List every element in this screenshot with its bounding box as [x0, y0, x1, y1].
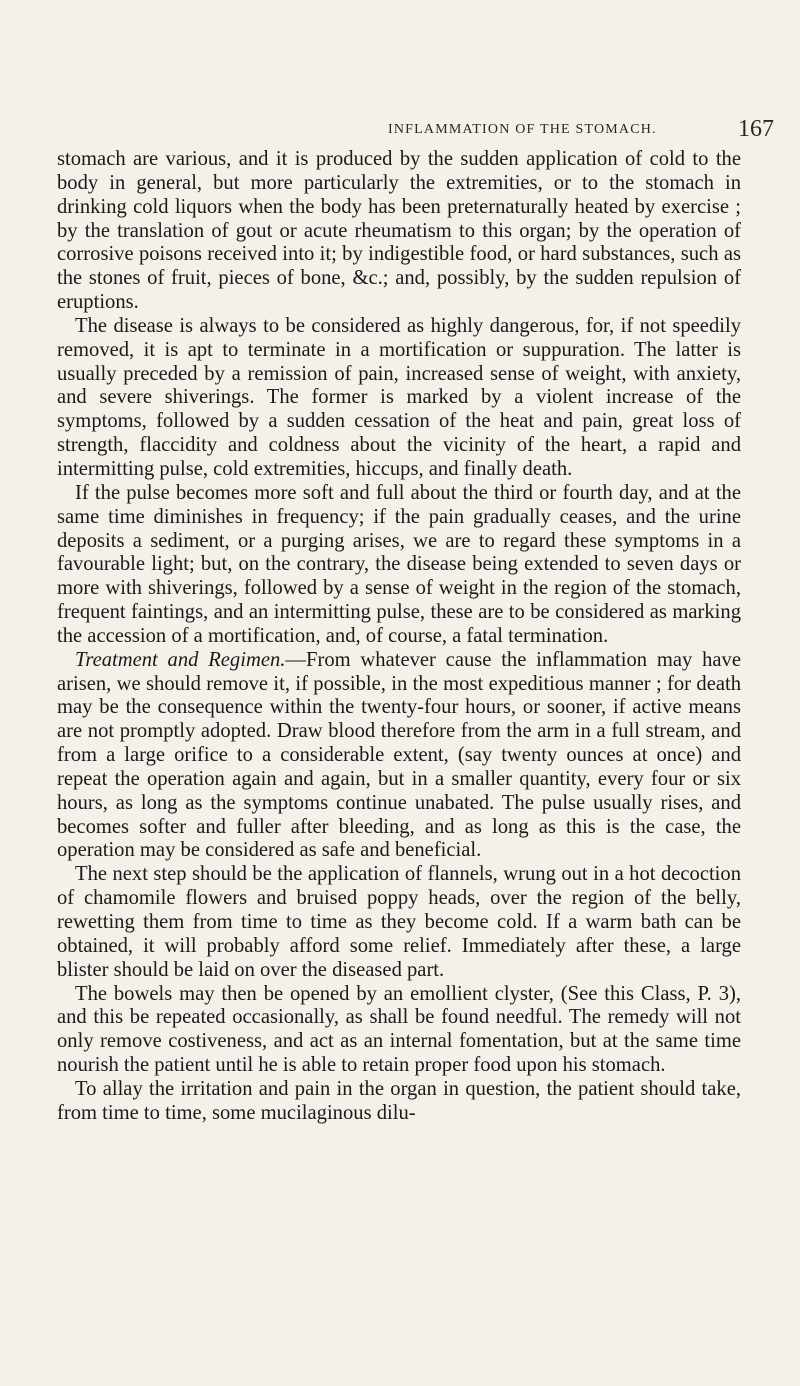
- paragraph-prognosis: The disease is always to be considered as highly dangerous, for, if not speedily removed, it is apt to terminate in a mortification or suppuration. The latter is usually preceded by a remission of pain, increased sense of weight, with anxiety, and severe shiverings. The former is marked by a violent increase of the symptoms, followed by a sudden cessation of the heat and pain, great loss of strength, flaccidity and coldness about the vicinity of the heart, a rapid and intermitting pulse, cold extremities, hiccups, and finally death.: [57, 314, 741, 480]
- paragraph-causes-continued: stomach are various, and it is produced by the sudden application of cold to the body in general, but more particularly the extremities, or to the stomach in drinking cold liquors when the body has been preternaturally heated by exercise ; by the translation of gout or acute rheumatism to this organ; by the operation of corrosive poisons received into it; by indigestible food, or hard substances, such as the stones of fruit, pieces of bone, &c.; and, possibly, by the sudden repulsion of eruptions.: [57, 148, 741, 314]
- section-heading-treatment: Treatment and Regimen.: [75, 648, 286, 671]
- page-number: 167: [738, 116, 774, 142]
- paragraph-flannels: The next step should be the application of flannels, wrung out in a hot decoction of chamomile flowers and bruised poppy heads, over the region of the belly, rewetting them from time to time as they become cold. If a warm bath can be obtained, it will probably afford some relief. Immediately after these, a large blister should be laid on over the diseased part.: [57, 863, 741, 981]
- body-text: [57, 148, 741, 1126]
- running-head: [0, 118, 800, 148]
- paragraph-treatment-text: —From whatever cause the inflammation may have arisen, we should remove it, if possible, in the most expeditious manner ; for death may be the consequence within the twenty-four hours, or sooner, if active means are not promptly adopted. Draw blood therefore from the arm in a full stream, and from a large orifice to a considerable extent, (say twenty ounces at once) and repeat the operation again and again, but in a smaller quantity, every four or six hours, as long as the symptoms continue unabated. The pulse usually rises, and becomes softer and fuller after bleeding, and as long as this is the case, the operation may be considered as safe and beneficial.: [57, 648, 741, 862]
- running-title: INFLAMMATION OF THE STOMACH.: [388, 122, 657, 137]
- paragraph-irritation: To allay the irritation and pain in the organ in question, the patient should take, from time to time, some mucilaginous dilu-: [57, 1077, 741, 1124]
- paragraph-signs: If the pulse becomes more soft and full about the third or fourth day, and at the same time diminishes in frequency; if the pain gradually ceases, and the urine deposits a sediment, or a purging arises, we are to regard these symptoms in a favourable light; but, on the contrary, the disease being extended to seven days or more with shiverings, followed by a sense of weight in the region of the stomach, frequent faintings, and an intermitting pulse, these are to be considered as marking the accession of a mortification, and, of course, a fatal termination.: [57, 481, 741, 647]
- paragraph-treatment: [57, 649, 741, 864]
- paragraph-bowels: The bowels may then be opened by an emollient clyster, (See this Class, P. 3), and this be repeated occasionally, as shall be found needful. The remedy will not only remove costiveness, and act as an internal fomentation, but at the same time nourish the patient until he is able to retain proper food upon his stomach.: [57, 982, 741, 1077]
